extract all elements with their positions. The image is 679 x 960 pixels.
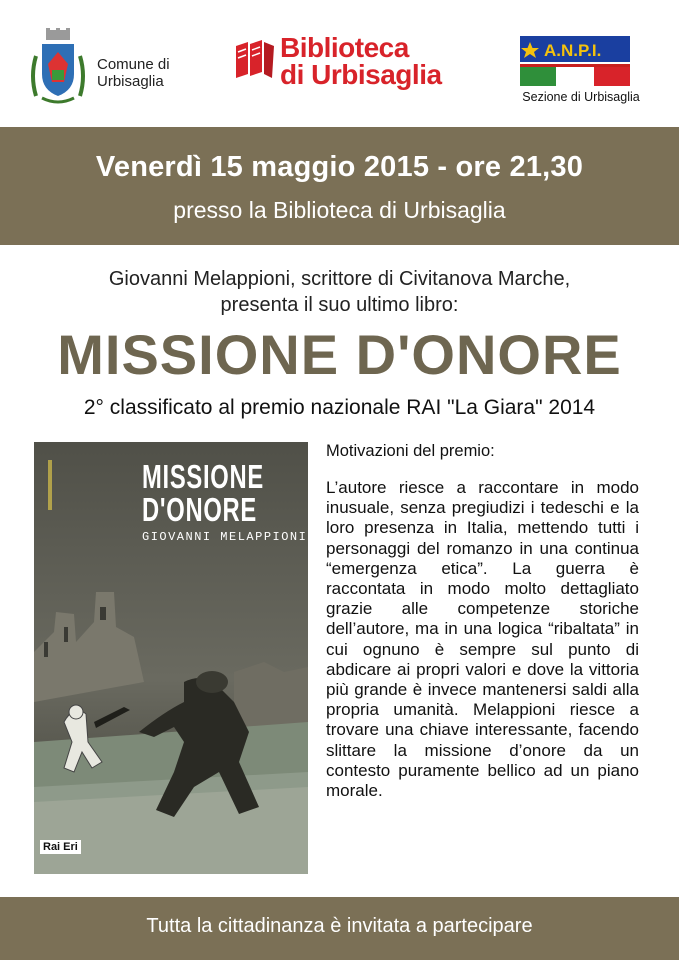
comune-line1: Comune di [97,56,170,73]
book-title: MISSIONE D'ONORE [57,323,622,386]
anpi-logo [506,36,656,110]
event-date: Venerdì 15 maggio 2015 - ore 21,30 [95,151,584,183]
biblioteca-name [280,34,442,88]
event-banner [0,127,679,245]
cover-author: GIOVANNI MELAPPIONI [142,530,308,544]
anpi-section: Sezione di Urbisaglia [522,90,640,104]
book-prize: 2° classificato al premio nazionale RAI "La Giara" 2014 [83,396,596,419]
motivation-heading: Motivazioni del premio: [326,442,495,460]
header [0,0,679,127]
comune-crest-icon [28,26,88,110]
cover-title-line2: D'ONORE [142,491,257,528]
biblioteca-logo [232,34,442,94]
motivation-text: L’autore riesce a raccontare in modo inusuale, senza pregiudizi i tedeschi e la loro presenza in Italia, mettendo tutti i personaggi del romanzo in una continua “emergenza etica”. La guerra è raccontata in modo molto dettagliato grazie alle competenze storiche dell’autore, ma in una logica “ribaltata” in cui ognuno è sempre sul punto di abdicare ai propri valori e dove la vittoria più grande è invece mantenersi saldi alla propria umanità. Melappioni riesce a trovare una chiave interessante, facendo slittare la missione d’onore da un contesto puramente bellico ad un piano morale. [326,478,639,801]
footer-text: Tutta la cittadinanza è invitata a partecipare [146,915,533,937]
event-place: presso la Biblioteca di Urbisaglia [173,197,506,223]
biblioteca-line1: Biblioteca [280,32,409,63]
footer-banner [0,897,679,960]
comune-logo [28,26,188,110]
publisher-logo: Rai Eri [40,840,81,854]
intro-line2: presenta il suo ultimo libro: [220,294,459,316]
intro-line1: Giovanni Melappioni, scrittore di Civitanova Marche, [108,268,571,290]
comune-line2: Urbisaglia [97,73,164,90]
book-icon [232,38,276,82]
anpi-text: A.N.P.I. [544,41,602,60]
cover-title [142,460,264,526]
intro [0,266,679,318]
cover-title-line1: MISSIONE [142,458,264,495]
book-cover [34,442,308,874]
anpi-flag-icon [520,36,630,86]
biblioteca-line2: di Urbisaglia [280,59,442,90]
comune-name [97,56,170,90]
